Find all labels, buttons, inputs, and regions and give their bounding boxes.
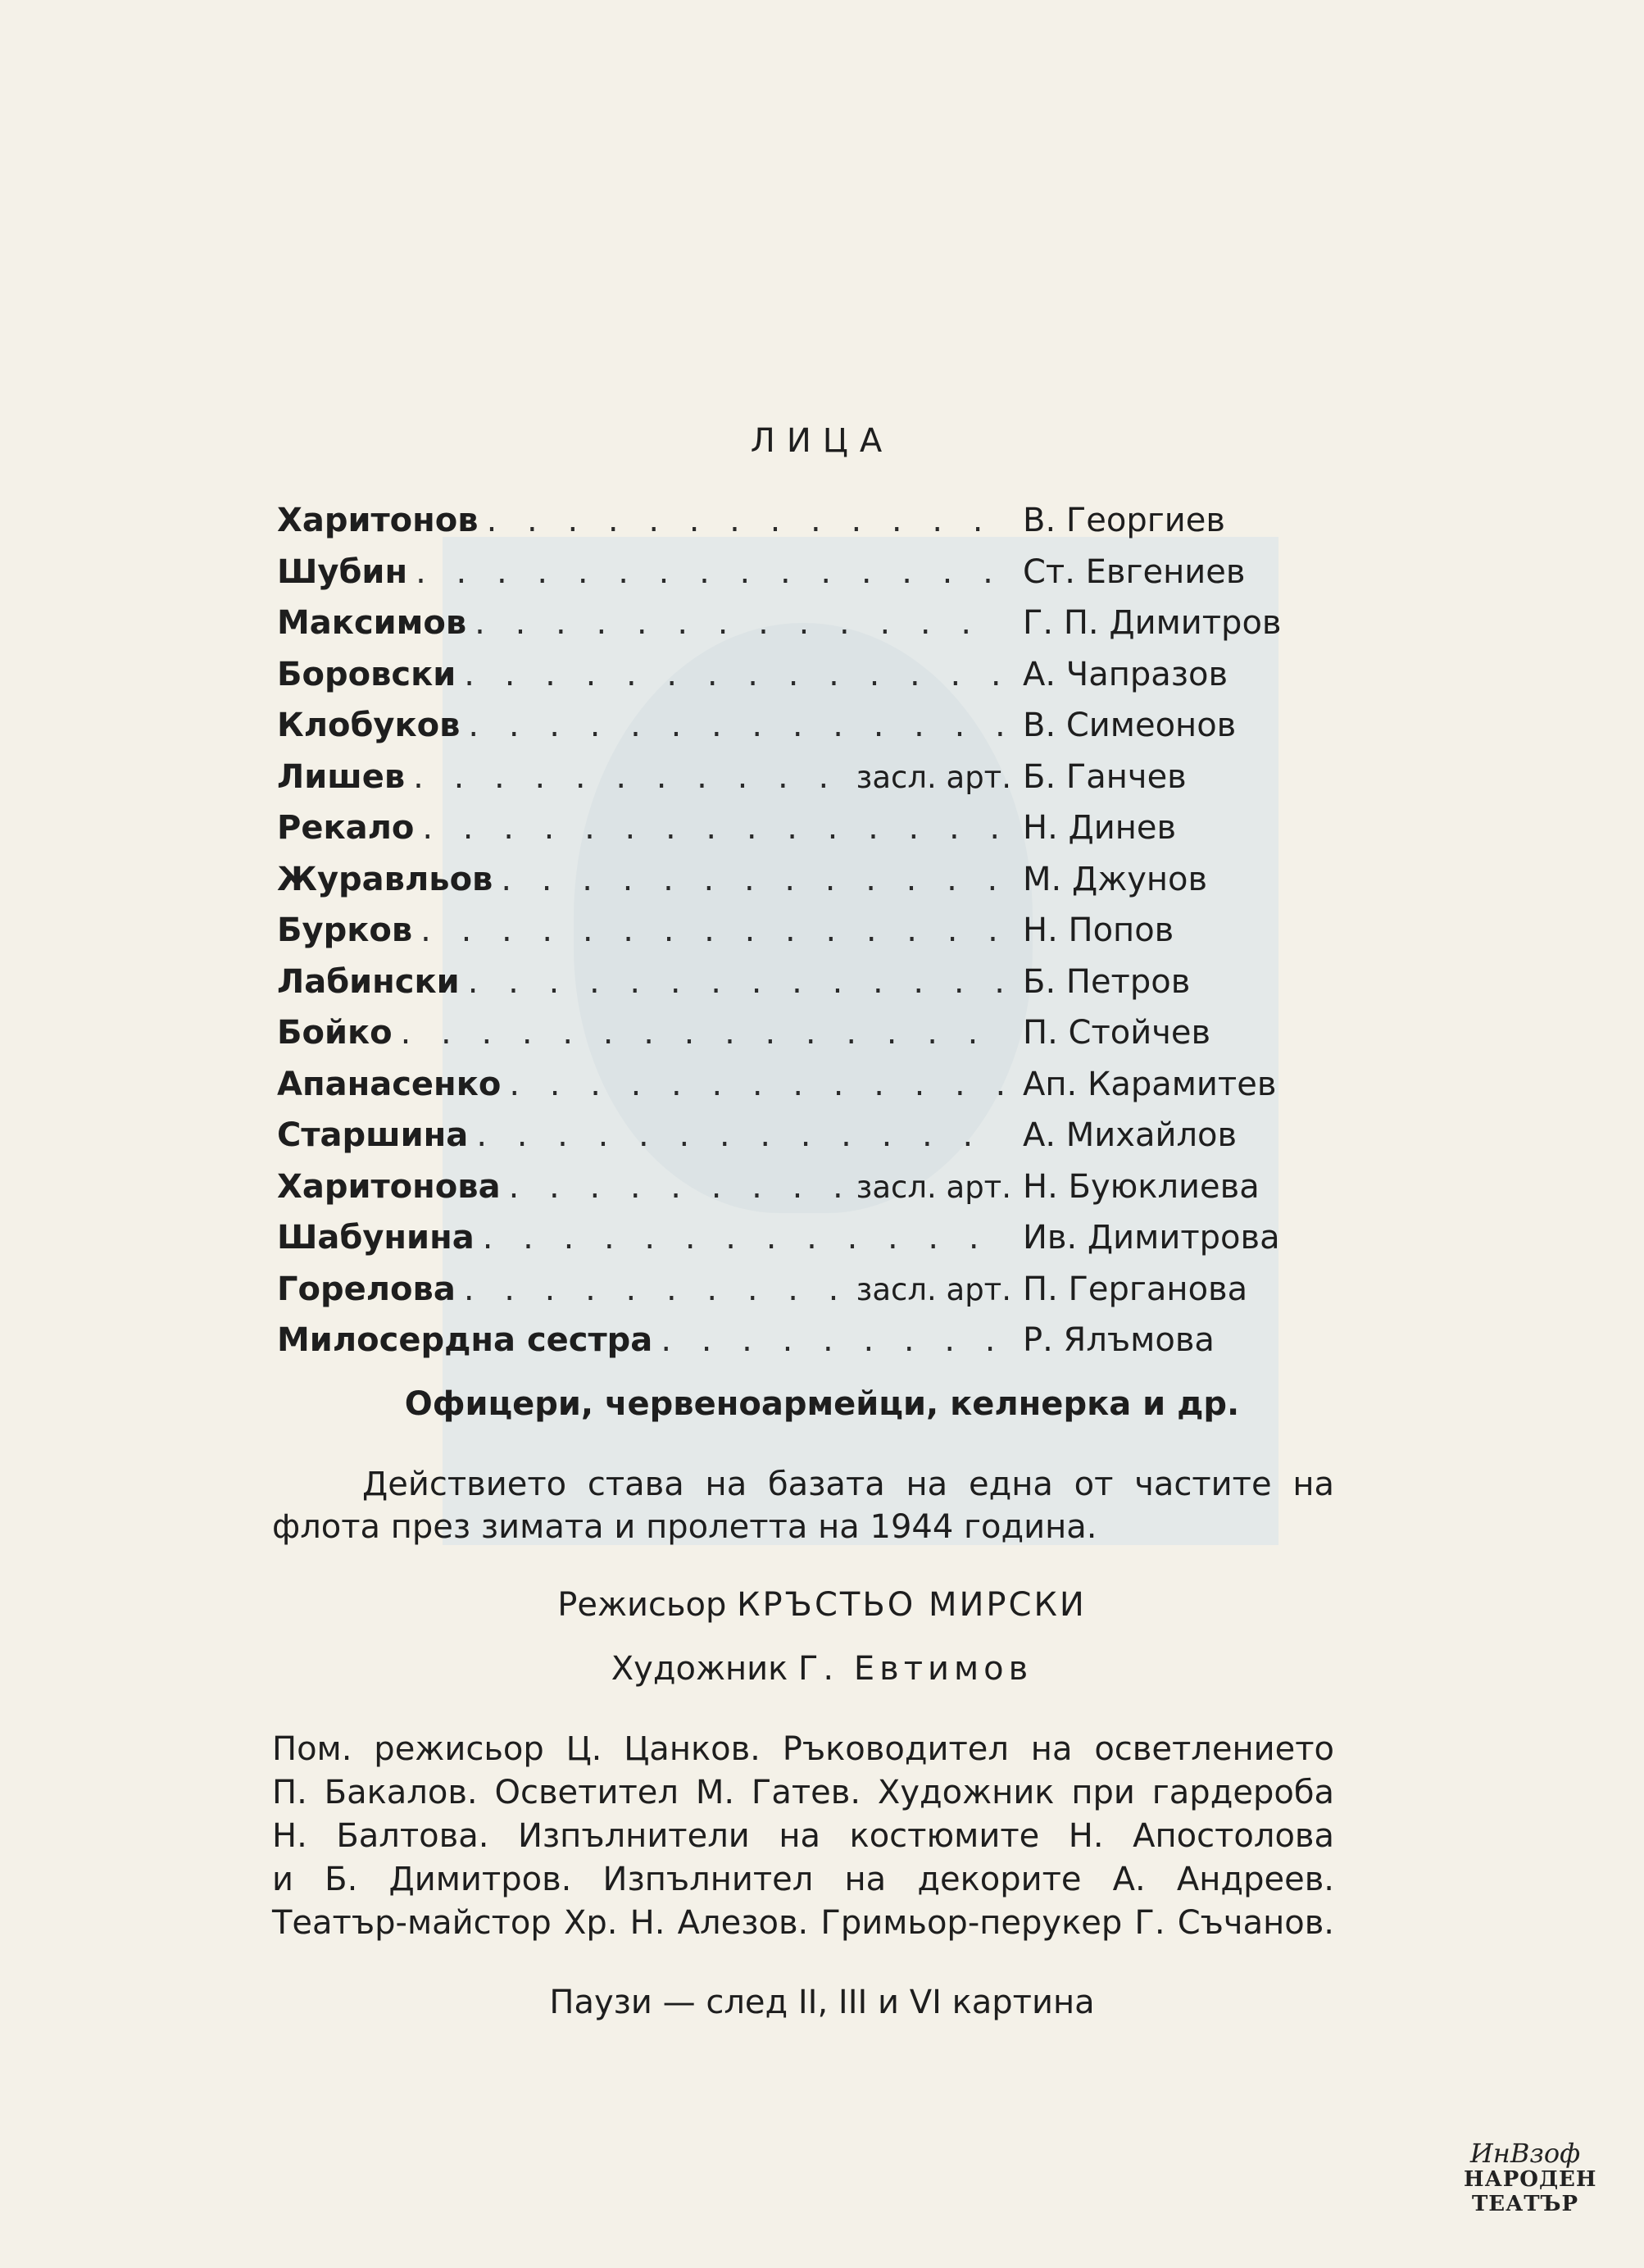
director-label: Режисьор xyxy=(557,1586,727,1624)
cast-row xyxy=(277,1066,1293,1117)
cast-row xyxy=(277,1168,1293,1220)
cast-role: Харитонова xyxy=(277,1167,501,1206)
crew-credits xyxy=(272,1728,1334,1945)
dot-leader xyxy=(509,1168,848,1206)
cast-role: Лабински xyxy=(277,962,460,1001)
dot-leader xyxy=(476,1116,1003,1154)
logo-signature: ИнВзоф xyxy=(1469,2138,1581,2169)
setting-text: Действието става на базата на една от частите на флота през зимата и пролетта на 1944 година. xyxy=(272,1466,1334,1546)
cast-role: Харитонов xyxy=(277,502,479,539)
dot-leader xyxy=(475,604,1003,642)
cast-row xyxy=(277,861,1293,912)
cast-row xyxy=(277,502,1293,553)
dot-leader xyxy=(416,553,1003,591)
cast-actor: Н. Динев xyxy=(1023,809,1177,847)
cast-list xyxy=(277,502,1293,1373)
cast-role: Рекало xyxy=(277,809,415,847)
dot-leader xyxy=(422,809,1003,847)
cast-row xyxy=(277,1116,1293,1168)
cast-row xyxy=(277,911,1293,963)
cast-row xyxy=(277,1321,1293,1373)
cast-row xyxy=(277,758,1293,810)
dot-leader xyxy=(464,656,1003,693)
cast-role: Шабунина xyxy=(277,1219,475,1257)
cast-role: Журавльов xyxy=(277,860,493,898)
cast-role: Максимов xyxy=(277,604,467,642)
dot-leader xyxy=(501,861,1003,898)
dot-leader xyxy=(487,502,1003,539)
dot-leader xyxy=(483,1219,1003,1257)
pauses-note: Паузи — след II, III и VI картина xyxy=(549,1984,1095,2021)
cast-row xyxy=(277,656,1293,707)
cast-actor: Н. Буюклиева xyxy=(1023,1167,1260,1206)
cast-row xyxy=(277,1270,1293,1322)
designer-credit xyxy=(0,1650,1644,1688)
dot-leader xyxy=(401,1014,1003,1052)
director-credit xyxy=(0,1586,1644,1624)
cast-row xyxy=(277,809,1293,861)
cast-role: Милосердна сестра xyxy=(277,1321,653,1359)
cast-actor: А. Михайлов xyxy=(1023,1116,1238,1154)
crew-line: Н. Балтова. Изпълнители на костюмите Н. Апостолова xyxy=(272,1817,1334,1855)
crew-line: Театър-майстор Хр. Н. Алезов. Гримьор-перукер Г. Съчанов. xyxy=(272,1904,1334,1942)
cast-role: Старшина xyxy=(277,1116,469,1154)
cast-actor: П. Стойчев xyxy=(1023,1014,1211,1052)
cast-actor: Б. Петров xyxy=(1023,962,1191,1001)
dot-leader xyxy=(464,1270,848,1308)
cast-title: засл. арт. xyxy=(856,1169,1011,1205)
logo-line-1: НАРОДЕН xyxy=(1464,2167,1597,2192)
extras-line: Офицери, червеноармейци, келнерка и др. xyxy=(404,1385,1240,1423)
cast-role: Горелова xyxy=(277,1270,456,1308)
crew-line: Пом. режисьор Ц. Цанков. Ръководител на осветлението xyxy=(272,1730,1334,1768)
national-theatre-logo xyxy=(1464,2138,1597,2225)
cast-title: засл. арт. xyxy=(856,759,1011,795)
cast-role: Шубин xyxy=(277,552,408,591)
cast-row xyxy=(277,553,1293,605)
cast-row xyxy=(277,963,1293,1015)
cast-role: Боровски xyxy=(277,655,456,693)
cast-actor: М. Джунов xyxy=(1023,860,1208,898)
crew-line: П. Бакалов. Осветител М. Гатев. Художник при гардероба xyxy=(272,1774,1334,1811)
cast-actor: Ст. Евгениев xyxy=(1023,552,1246,591)
cast-actor: П. Герганова xyxy=(1023,1270,1248,1308)
cast-row xyxy=(277,1219,1293,1270)
cast-actor: В. Симеонов xyxy=(1023,707,1237,744)
cast-heading: ЛИЦА xyxy=(750,422,894,460)
cast-role: Бойко xyxy=(277,1014,393,1052)
designer-label: Художник xyxy=(611,1650,788,1688)
dot-leader xyxy=(413,758,847,796)
cast-row xyxy=(277,707,1293,758)
cast-actor: Ив. Димитрова xyxy=(1023,1219,1280,1257)
cast-role: Клобуков xyxy=(277,707,461,744)
cast-actor: Н. Попов xyxy=(1023,911,1174,949)
cast-actor: Р. Ялъмова xyxy=(1023,1321,1215,1359)
director-name: КРЪСТЬО МИРСКИ xyxy=(737,1586,1087,1624)
dot-leader xyxy=(468,707,1003,744)
cast-actor: Б. Ганчев xyxy=(1023,757,1187,796)
cast-actor: Г. П. Димитров xyxy=(1023,604,1282,642)
dot-leader xyxy=(420,911,1003,949)
crew-line: и Б. Димитров. Изпълнител на декорите А. Андреев. xyxy=(272,1861,1334,1898)
dot-leader xyxy=(509,1066,1003,1103)
dot-leader xyxy=(468,963,1003,1001)
cast-actor: А. Чапразов xyxy=(1023,655,1228,693)
cast-role: Бурков xyxy=(277,911,413,949)
designer-name: Г. Евтимов xyxy=(798,1650,1033,1688)
cast-actor: Ап. Карамитев xyxy=(1023,1065,1277,1103)
cast-title: засл. арт. xyxy=(856,1271,1011,1307)
cast-role: Апанасенко xyxy=(277,1065,502,1103)
cast-actor: В. Георгиев xyxy=(1023,502,1225,539)
cast-row xyxy=(277,604,1293,656)
cast-role: Лишев xyxy=(277,757,406,796)
setting-paragraph xyxy=(272,1463,1334,1548)
cast-row xyxy=(277,1014,1293,1066)
logo-line-2: ТЕАТЪР xyxy=(1471,2192,1579,2216)
dot-leader xyxy=(661,1321,1003,1359)
